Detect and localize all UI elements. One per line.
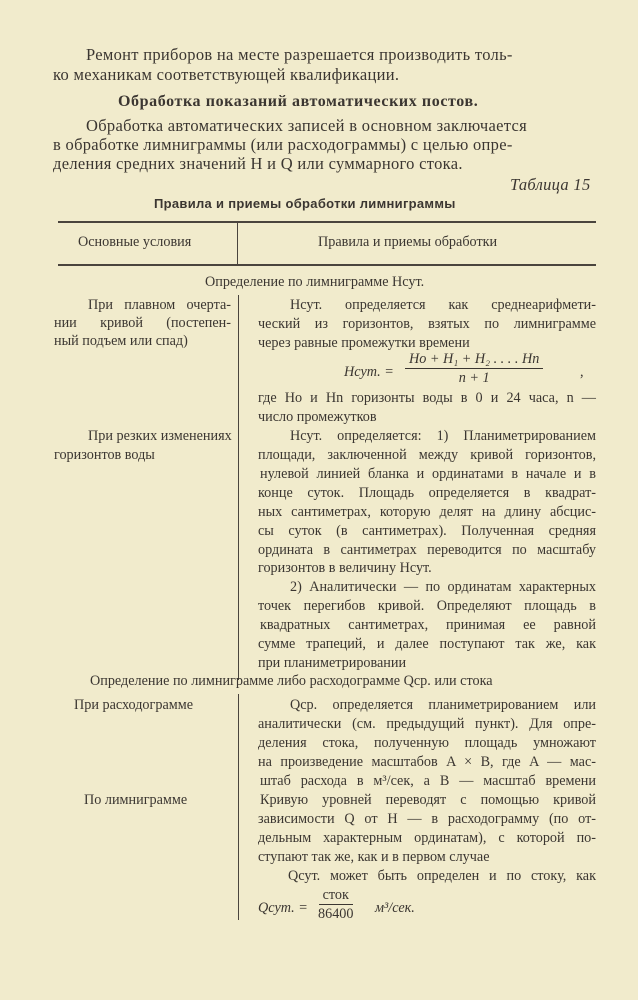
rule-line: через равные промежутки времени: [258, 335, 470, 351]
header-bottom-rule: [58, 264, 596, 266]
rule-line: Кривую уровней переводят с помощью кривой: [260, 792, 596, 808]
cond-discharge: При расходограмме: [74, 697, 193, 713]
rule-line: ных сантиметрах, которую делят на длину абсцис-: [258, 504, 596, 520]
rule-line: Qсут. может быть определен и по стоку, как: [288, 868, 596, 884]
formula-q-fraction: [318, 888, 353, 921]
cond1-line: нии кривой (постепен-: [54, 315, 231, 331]
rule-line: конце суток. Площадь определяется в квадрат-: [258, 485, 596, 501]
formula-h-tail: ,: [580, 364, 584, 380]
rule-line: 2) Аналитически — по ординатам характерных: [290, 579, 596, 595]
rule-line: дельным характерным ординатам), с которой по-: [258, 830, 596, 846]
rule-line: штаб расхода в м³/сек, а B — масштаб времени: [260, 773, 596, 789]
rule-line: ступают так же, как и в первом случае: [258, 849, 490, 865]
column-divider-2: [238, 694, 239, 920]
cond2-line: горизонтов воды: [54, 447, 155, 463]
rule-line: ческий из горизонтов, взятых по лимниграмме: [258, 316, 596, 332]
formula-q-units: м³/сек.: [375, 900, 415, 916]
intro-line-2: ко механикам соответствующей квалификации.: [53, 65, 400, 84]
formula-h-fraction: [405, 352, 543, 385]
rule-line: Hсут. определяется: 1) Планиметрированием: [290, 428, 596, 444]
section-heading: Обработка показаний автоматических постов.: [118, 93, 479, 110]
section-para-line-1: Обработка автоматических записей в основном заключается: [86, 116, 527, 135]
rule-line: точек перегибов кривой. Определяют площадь в: [258, 598, 596, 614]
cond-stage: По лимниграмме: [84, 792, 188, 808]
header-divider: [237, 222, 238, 265]
rule-line: число промежутков: [258, 409, 377, 425]
rule-line: квадратных сантиметрах, принимая ее равной: [260, 617, 596, 633]
rule-line: площади, заключенной между кривой горизонтов,: [258, 447, 596, 463]
formula-q-denominator: 86400: [318, 906, 354, 923]
cond1-line: ный подъем или спад): [54, 333, 188, 349]
column-divider-1: [238, 295, 239, 680]
rule-line: зависимости Q от H — в расходограмму (по от-: [258, 811, 596, 827]
rule-line: Hсут. определяется как среднеарифмети-: [290, 297, 596, 313]
section2-title: Определение по лимниграмме либо расходограмме Qср. или стока: [90, 673, 493, 689]
rule-line: где Ho и Hn горизонты воды в 0 и 24 часа, n —: [258, 390, 596, 406]
intro-line-1: Ремонт приборов на месте разрешается производить толь-: [86, 45, 513, 64]
section-para-line-3: деления средних значений H и Q или суммарного стока.: [53, 154, 463, 173]
cond2-line: При резких изменениях: [88, 428, 232, 444]
rule-line: ордината в сантиметрах переводится по масштабу: [258, 542, 596, 558]
rule-line: аналитически (см. предыдущий пункт). Для опре-: [258, 716, 596, 732]
formula-h-lhs: Hсут. =: [344, 364, 394, 380]
rule-line: горизонтов в величину Hсут.: [258, 560, 432, 576]
section1-title: Определение по лимниграмме Hсут.: [205, 274, 425, 290]
cond1-line: При плавном очерта-: [88, 297, 231, 313]
formula-h-denominator: n + 1: [458, 370, 490, 387]
rule-line: Qср. определяется планиметрированием или: [290, 697, 596, 713]
table-top-rule: [58, 221, 596, 223]
rule-line: деления стока, полученную площадь умножают: [258, 735, 596, 751]
rule-line: нулевой линией бланка и ординатами в начале и в: [260, 466, 596, 482]
formula-q-lhs: Qсут. =: [258, 900, 308, 916]
rule-line: сумме трапеций, и далее поступают так же, как: [258, 636, 596, 652]
rule-line: сы суток (в сантиметрах). Полученная средняя: [258, 523, 596, 539]
rule-line: при планиметрировании: [258, 655, 407, 671]
table-title: Правила и приемы обработки лимниграммы: [154, 196, 456, 211]
header-rules: Правила и приемы обработки: [318, 234, 498, 250]
table-label: Таблица 15: [510, 175, 591, 194]
formula-h-numerator: Ho + H₁ + H₂ . . . . Hn: [405, 352, 543, 369]
header-conditions: Основные условия: [78, 234, 192, 250]
formula-q-numerator: сток: [319, 888, 353, 905]
section-para-line-2: в обработке лимниграммы (или расходограммы) с целью опре-: [53, 135, 513, 154]
rule-line: на произведение масштабов A × B, где A — мас-: [258, 754, 596, 770]
